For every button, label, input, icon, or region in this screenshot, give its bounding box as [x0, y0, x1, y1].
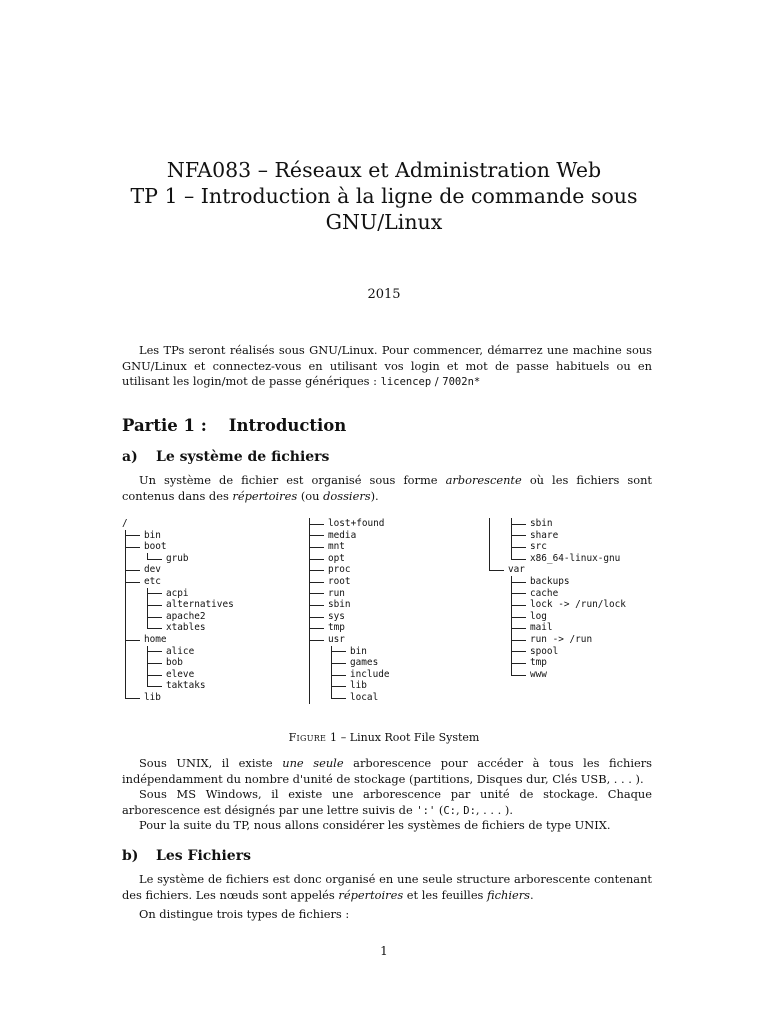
tree-branch-line	[511, 651, 526, 652]
tree-branch-line	[331, 686, 346, 687]
tree-entry: boot	[144, 541, 167, 553]
tree-branch-line	[147, 588, 148, 629]
tree-entry: home	[144, 634, 167, 645]
intro-paragraph	[122, 343, 652, 391]
tree-entry: alternatives	[166, 599, 234, 611]
tree-entry: taktaks	[166, 680, 206, 692]
tree-column-2	[306, 518, 506, 708]
tree-branch-line	[309, 593, 324, 594]
tree-branch-line	[309, 559, 324, 560]
tree-entry: bin	[144, 529, 161, 541]
code-drive-d: D:	[463, 804, 476, 817]
figure-label: Figure 1	[288, 731, 338, 744]
tree-branch-line	[331, 651, 346, 652]
tree-entry: etc	[144, 576, 161, 587]
tree-entry: www	[530, 668, 547, 680]
figure-dash: –	[337, 731, 350, 744]
tree-branch-line	[331, 663, 346, 664]
tree-entry: log	[530, 610, 547, 622]
title-line-2: TP 1 – Introduction à la ligne de commande sous	[130, 184, 638, 208]
tree-branch-line	[331, 698, 346, 699]
tree-column-3	[486, 518, 686, 708]
text-run: ).	[370, 488, 379, 503]
part-number: Partie 1 :	[122, 416, 207, 435]
tree-entry: proc	[328, 564, 351, 576]
text-run: (ou	[297, 488, 324, 503]
tree-entry: run -> /run	[530, 634, 593, 645]
tree-branch-line	[309, 547, 324, 548]
text-run: Sous UNIX, il existe	[139, 756, 283, 770]
tree-entry: grub	[166, 552, 189, 564]
tree-entry: usr	[328, 634, 345, 645]
tree-entry: src	[530, 541, 547, 553]
tree-branch-line	[147, 559, 162, 560]
tree-branch-line	[511, 663, 526, 664]
tree-branch-line	[331, 646, 332, 698]
tree-entry: tmp	[328, 622, 345, 634]
tree-entry: local	[350, 692, 379, 703]
tree-branch-line	[125, 698, 140, 699]
windows-paragraph	[122, 787, 652, 819]
tree-branch-line	[511, 524, 526, 525]
tree-branch-line	[511, 582, 526, 583]
tree-entry: bin	[350, 645, 367, 657]
tree-entry: alice	[166, 645, 195, 657]
tree-branch-line	[125, 640, 140, 641]
section-b-paragraph	[122, 872, 652, 903]
tree-branch-line	[489, 518, 490, 570]
section-a-paragraph	[122, 473, 652, 504]
tree-entry: tmp	[530, 657, 547, 669]
tree-branch-line	[511, 605, 526, 606]
tree-branch-line	[147, 605, 162, 606]
tree-branch-line	[331, 675, 346, 676]
tree-entry: media	[328, 529, 357, 541]
tree-branch-line	[489, 570, 504, 571]
emphasis: arborescente	[445, 473, 522, 487]
tree-branch-line	[147, 593, 162, 594]
tree-entry: lost+found	[328, 518, 385, 529]
tree-branch-line	[125, 582, 140, 583]
part-title: Introduction	[228, 416, 347, 435]
text-run: et les feuilles	[403, 887, 488, 902]
tree-entry: acpi	[166, 587, 189, 599]
tree-branch-line	[147, 663, 162, 664]
tree-branch-line	[511, 675, 526, 676]
text-run: ,	[456, 802, 464, 817]
text-run: , . . . ).	[475, 802, 513, 817]
tree-entry: bob	[166, 657, 183, 669]
tree-entry: /	[122, 518, 128, 529]
tree-branch-line	[147, 651, 162, 652]
tree-entry: spool	[530, 645, 559, 657]
tree-entry: xtables	[166, 622, 206, 634]
tree-branch-line	[511, 559, 526, 560]
page-number: 1	[380, 944, 388, 958]
tree-branch-line	[309, 617, 324, 618]
tree-branch-line	[511, 640, 526, 641]
tree-branch-line	[511, 547, 526, 548]
title-line-1: NFA083 – Réseaux et Administration Web	[166, 158, 602, 182]
tree-branch-line	[147, 675, 162, 676]
tree-branch-line	[147, 617, 162, 618]
tree-branch-line	[309, 518, 310, 704]
tree-branch-line	[125, 530, 126, 698]
tree-entry: share	[530, 529, 559, 541]
tree-branch-line	[511, 593, 526, 594]
intro-password: 7002n*	[442, 376, 481, 388]
tree-entry: opt	[328, 552, 345, 564]
tree-branch-line	[125, 535, 140, 536]
intro-text: Les TPs seront réalisés sous GNU/Linux. Pour commencer, démarrez une machine sous GNU/Linux et connectez-vous en utilisant vos login et mot de passe habituels ou en utilisant les login/mot de passe génériques :	[122, 343, 652, 388]
intro-sep: /	[431, 374, 443, 388]
tree-branch-line	[309, 570, 324, 571]
tree-branch-line	[147, 646, 148, 687]
tree-entry: dev	[144, 564, 161, 576]
section-b-paragraph-2: On distingue trois types de fichiers :	[139, 907, 350, 921]
section-a-heading	[122, 449, 329, 465]
tree-branch-line	[511, 535, 526, 536]
tree-entry: games	[350, 657, 379, 669]
section-b-heading	[122, 848, 251, 864]
section-a-title: Le système de fichiers	[156, 449, 330, 465]
emphasis: dossiers	[323, 488, 371, 503]
tree-branch-line	[511, 617, 526, 618]
tree-entry: root	[328, 576, 351, 587]
suite-paragraph: Pour la suite du TP, nous allons considérer les systèmes de fichiers de type UNIX.	[139, 818, 611, 832]
tree-branch-line	[147, 553, 148, 559]
emphasis: répertoires	[232, 488, 298, 503]
text-run: Le système de fichiers est donc organisé en une seule structure arborescente contenant des fichiers. Les nœuds sont appelés	[122, 872, 652, 902]
text-run: arborescence pour accéder à tous les fichiers indépendamment du nombre d'unité de stockage (partitions, Disques dur, Clés USB, . . . ).	[122, 756, 652, 786]
code-drive-c: C:	[443, 804, 457, 817]
tree-branch-line	[511, 518, 512, 559]
text-run: Sous MS Windows, il existe une arborescence par unité de stockage. Chaque arborescence est désignés par une lettre suivis de	[122, 787, 652, 817]
emphasis: fichiers	[487, 887, 531, 902]
tree-entry: run	[328, 587, 345, 599]
tree-entry: cache	[530, 587, 559, 599]
tree-entry: lock -> /run/lock	[530, 599, 626, 611]
tree-entry: var	[508, 564, 525, 576]
tree-branch-line	[511, 628, 526, 629]
tree-branch-line	[309, 640, 324, 641]
tree-entry: lib	[144, 692, 161, 703]
tree-entry: mail	[530, 622, 553, 634]
intro-login: licencep	[380, 376, 432, 388]
tree-branch-line	[147, 628, 162, 629]
tree-branch-line	[309, 535, 324, 536]
text-run: où les fichiers sont contenus dans des	[122, 473, 652, 503]
title-line-3: GNU/Linux	[325, 210, 443, 234]
text-run: .	[530, 887, 534, 902]
unix-paragraph	[122, 756, 652, 787]
tree-entry: sbin	[328, 599, 351, 611]
tree-entry: apache2	[166, 610, 206, 622]
tree-branch-line	[309, 524, 324, 525]
section-a-label: a)	[122, 449, 138, 465]
code-colon: ':'	[416, 804, 436, 817]
tree-branch-line	[309, 628, 324, 629]
tree-entry: backups	[530, 576, 570, 587]
tree-entry: sbin	[530, 518, 553, 529]
tree-branch-line	[511, 576, 512, 675]
tree-entry: include	[350, 668, 390, 680]
tree-branch-line	[147, 686, 162, 687]
tree-branch-line	[125, 570, 140, 571]
text-run: (	[435, 802, 444, 817]
tree-entry: lib	[350, 680, 367, 692]
figure-caption-text: Linux Root File System	[349, 731, 480, 744]
tree-entry: x86_64-linux-gnu	[530, 552, 621, 564]
emphasis: répertoires	[338, 887, 404, 902]
emphasis: une seule	[282, 756, 344, 770]
section-b-title: Les Fichiers	[156, 848, 251, 864]
tree-entry: eleve	[166, 668, 195, 680]
part-heading	[122, 416, 346, 435]
date: 2015	[367, 287, 401, 302]
tree-branch-line	[309, 582, 324, 583]
tree-branch-line	[125, 547, 140, 548]
tree-entry: mnt	[328, 541, 345, 553]
text-run: Un système de fichier est organisé sous forme	[139, 473, 446, 487]
tree-entry: sys	[328, 610, 345, 622]
section-b-label: b)	[122, 848, 139, 864]
figure-caption	[0, 731, 768, 744]
tree-branch-line	[309, 605, 324, 606]
